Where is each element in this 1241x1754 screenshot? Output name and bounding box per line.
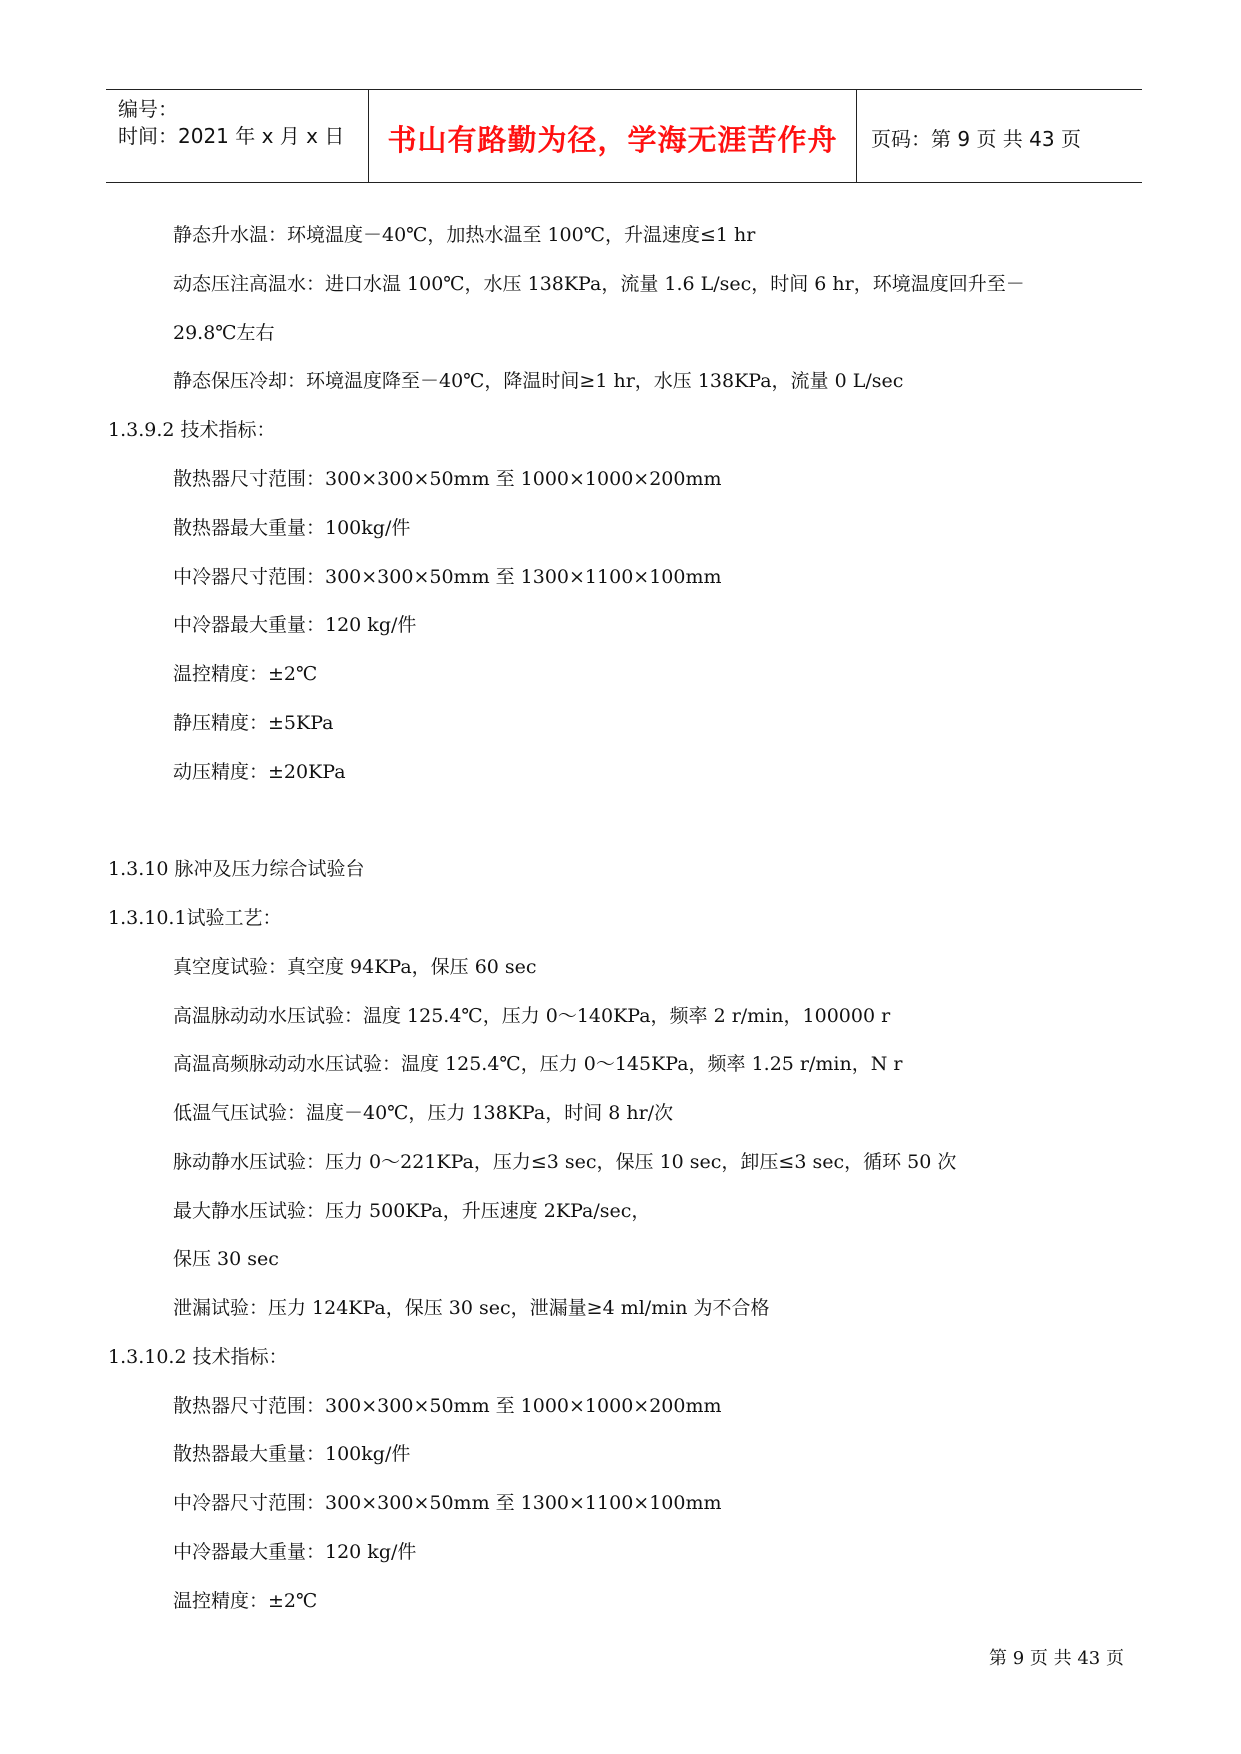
spec-line: 静压精度：±5KPa [173, 712, 334, 734]
spec-line: 温控精度：±2℃ [173, 663, 318, 685]
spec-line: 动压精度：±20KPa [173, 761, 346, 783]
process-line: 泄漏试验：压力 124KPa，保压 30 sec，泄漏量≥4 ml/min 为不合格 [173, 1297, 770, 1319]
process-line: 真空度试验：真空度 94KPa，保压 60 sec [173, 956, 537, 978]
document-time-label: 时间：2021 年 x 月 x 日 [118, 124, 345, 148]
section-heading: 1.3.10 脉冲及压力综合试验台 [108, 858, 365, 880]
spec-line: 中冷器最大重量：120 kg/件 [173, 1541, 417, 1563]
process-line: 29.8℃左右 [173, 322, 275, 344]
process-line: 低温气压试验：温度－40℃，压力 138KPa，时间 8 hr/次 [173, 1102, 674, 1124]
spec-line: 散热器尺寸范围：300×300×50mm 至 1000×1000×200mm [173, 468, 722, 490]
header-motto: 书山有路勤为径，学海无涯苦作舟 [387, 123, 838, 157]
header-page-info: 页码：第 9 页 共 43 页 [871, 127, 1081, 151]
process-line: 高温高频脉动动水压试验：温度 125.4℃，压力 0～145KPa，频率 1.25 r/min，N r [173, 1053, 903, 1075]
spec-line: 中冷器最大重量：120 kg/件 [173, 614, 417, 636]
header-motto-cell [369, 90, 857, 182]
section-heading: 1.3.9.2 技术指标： [108, 419, 276, 441]
spec-line: 散热器最大重量：100kg/件 [173, 1443, 411, 1465]
page-header [106, 89, 1142, 183]
spec-line: 温控精度：±2℃ [173, 1590, 318, 1612]
section-heading: 1.3.10.2 技术指标： [108, 1346, 288, 1368]
process-line: 最大静水压试验：压力 500KPa，升压速度 2KPa/sec， [173, 1200, 651, 1222]
process-line: 静态保压冷却：环境温度降至－40℃，降温时间≥1 hr，水压 138KPa，流量 0 L/sec [173, 370, 904, 392]
document-number-label: 编号： [118, 97, 178, 121]
section-heading: 1.3.10.1试验工艺： [108, 907, 282, 929]
spec-line: 散热器最大重量：100kg/件 [173, 517, 411, 539]
process-line: 高温脉动动水压试验：温度 125.4℃，压力 0～140KPa，频率 2 r/min，100000 r [173, 1005, 891, 1027]
page-footer: 第 9 页 共 43 页 [989, 1648, 1124, 1669]
spec-line: 中冷器尺寸范围：300×300×50mm 至 1300×1100×100mm [173, 566, 722, 588]
header-page-cell [857, 90, 1142, 182]
process-line: 静态升水温：环境温度－40℃，加热水温至 100℃，升温速度≤1 hr [173, 224, 756, 246]
spec-line: 中冷器尺寸范围：300×300×50mm 至 1300×1100×100mm [173, 1492, 722, 1514]
process-line: 保压 30 sec [173, 1248, 279, 1270]
process-line: 动态压注高温水：进口水温 100℃，水压 138KPa，流量 1.6 L/sec，时间 6 hr，环境温度回升至－ [173, 273, 1025, 295]
spec-line: 散热器尺寸范围：300×300×50mm 至 1000×1000×200mm [173, 1395, 722, 1417]
process-line: 脉动静水压试验：压力 0～221KPa，压力≤3 sec，保压 10 sec，卸压≤3 sec，循环 50 次 [173, 1151, 957, 1173]
header-meta-cell [106, 90, 369, 182]
